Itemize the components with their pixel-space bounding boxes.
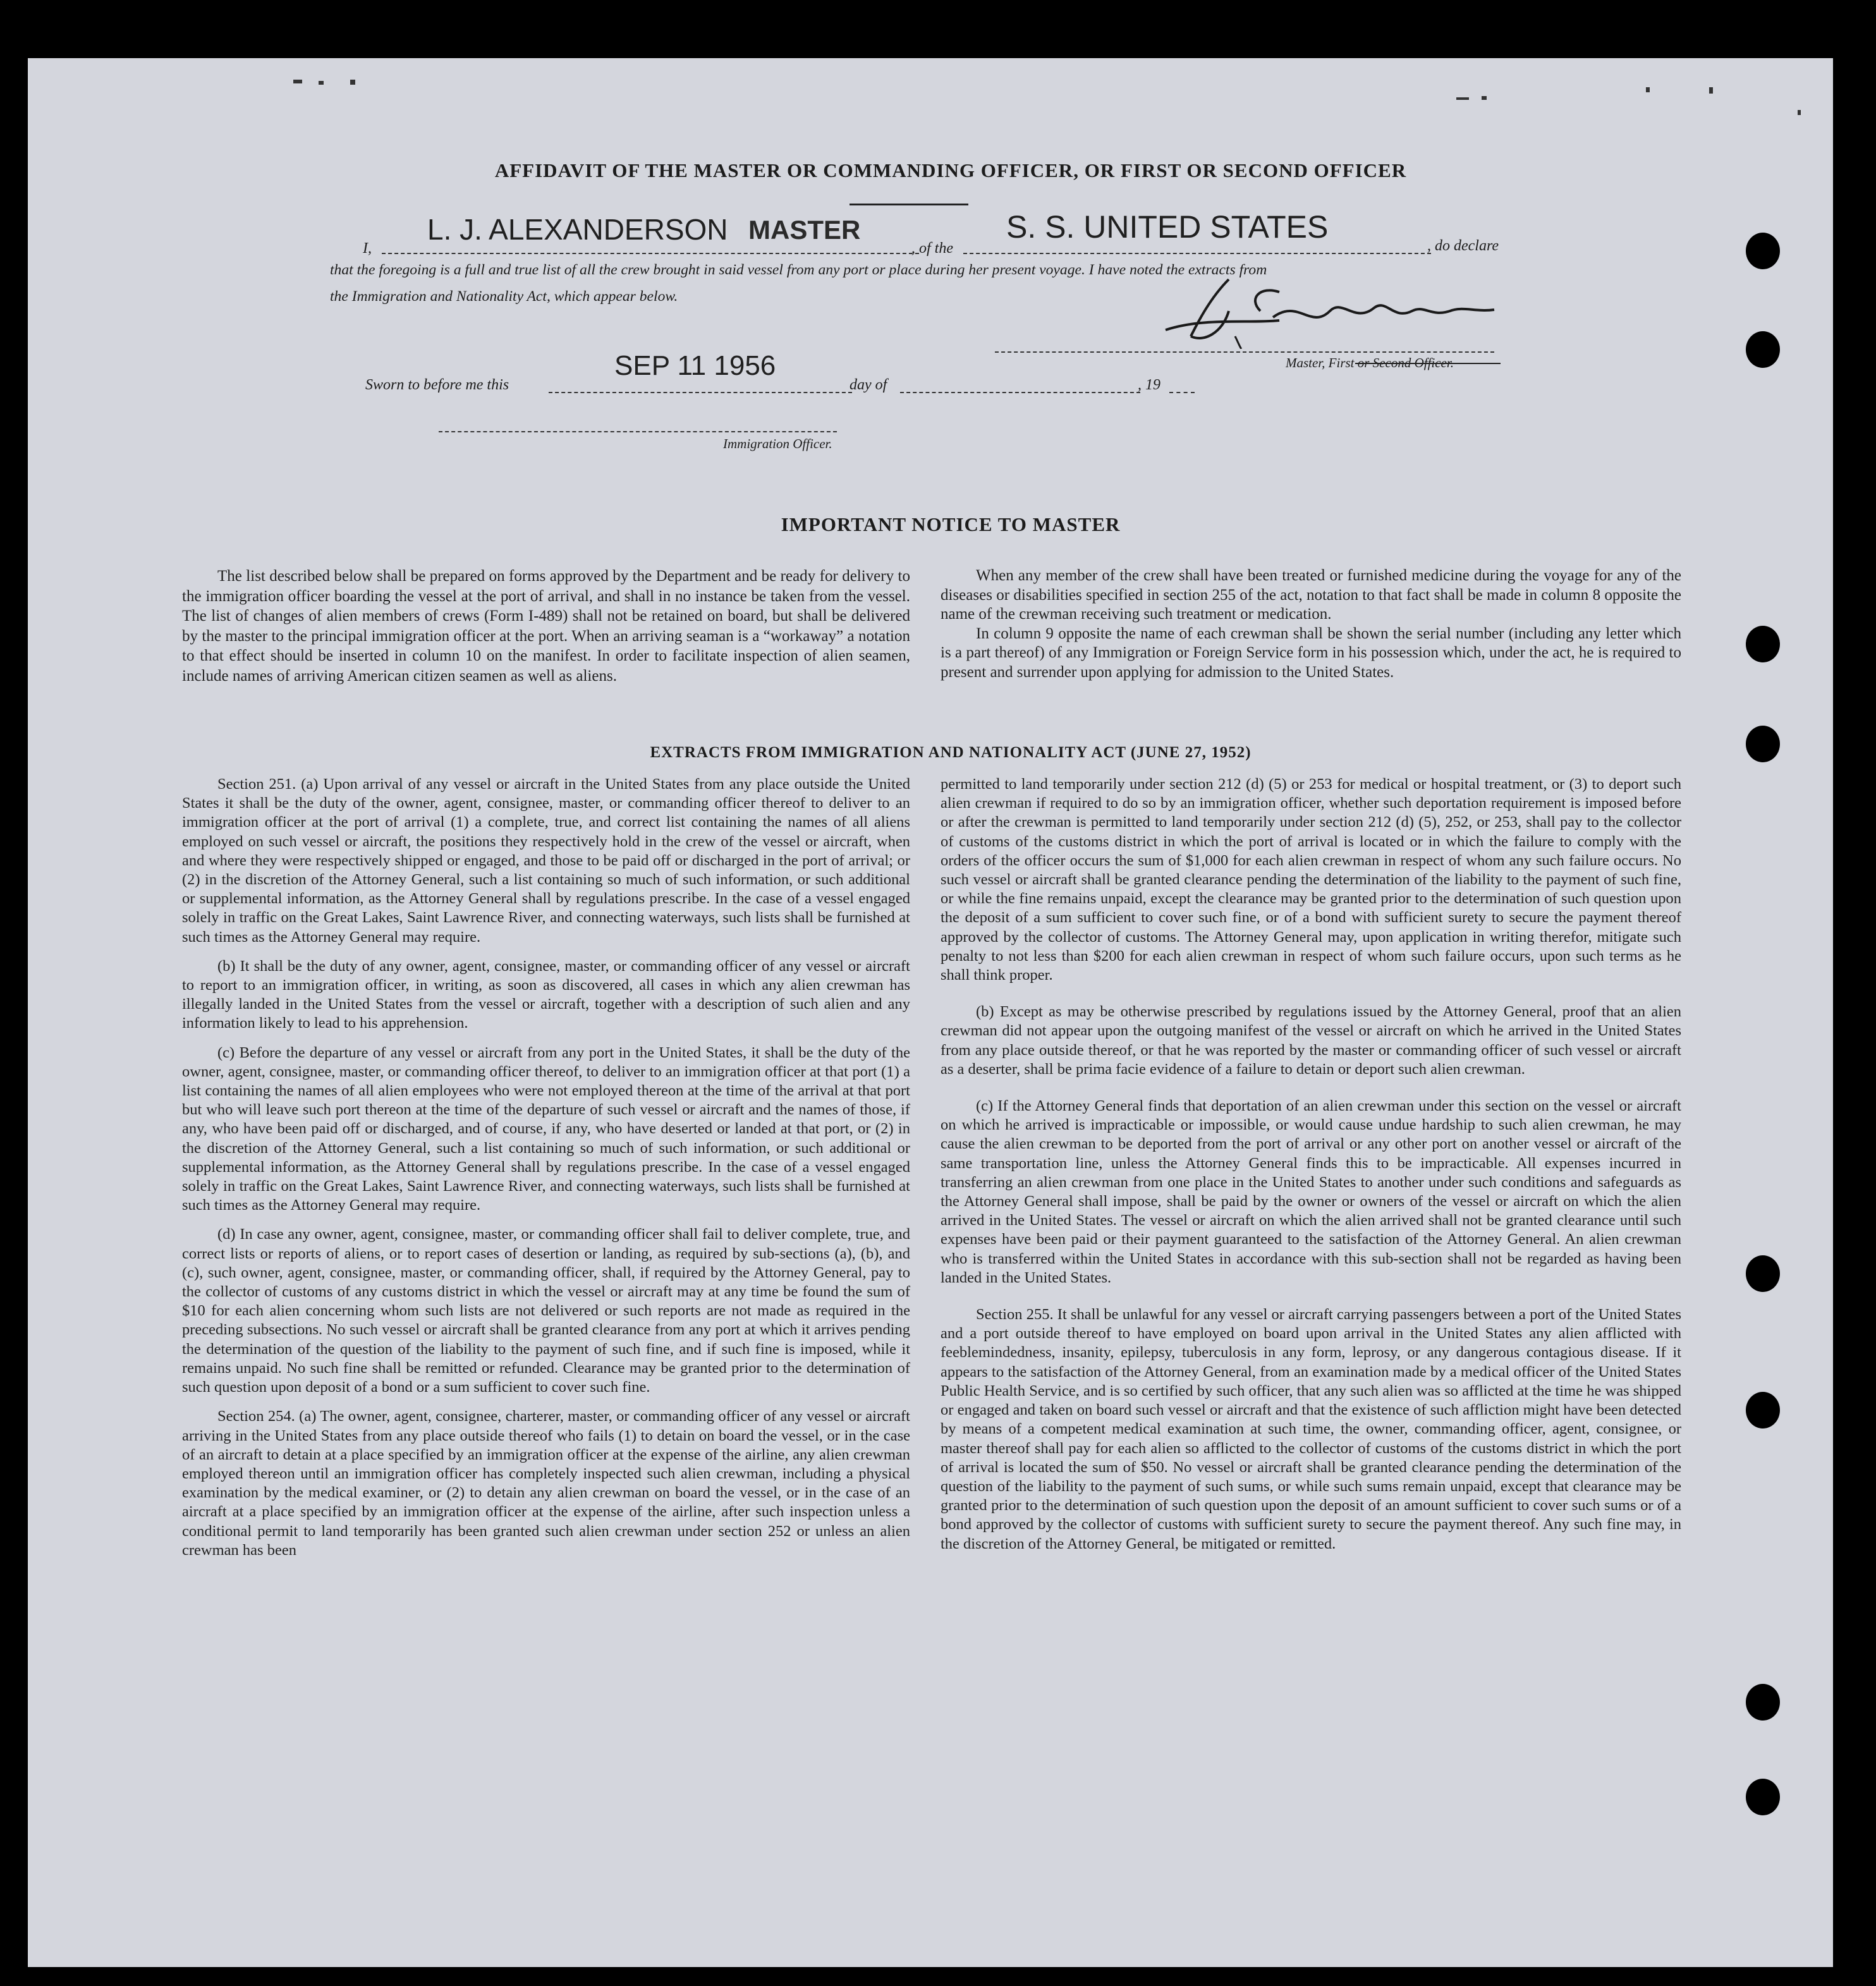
binder-hole [1746,626,1780,662]
strike-through [1355,363,1501,364]
signature-caption: Master, First or Second Officer. [1286,355,1454,370]
month-line [900,392,1140,393]
binder-hole [1746,1255,1780,1292]
notice-left-column [182,566,910,696]
binder-hole [1746,1392,1780,1429]
extracts-left-column [182,775,910,1570]
section-255: Section 255. It shall be unlawful for any vessel or aircraft carrying passengers between a port of the United States and a port outside thereof to have employed on board upon arrival in the United States any alien afflicted with feeblemindedness, insanity, epilepsy, tuberculosis in any form, leprosy, or any dangerous contagious disease. If it appears to the satisfaction of the Attorney General, from an examination made by a medical officer of the United States Public Health Service, and is so certified by such officer, that any such alien was so afflicted at the time he was shipped or engaged and taken on board such vessel or aircraft and that the existence of such affliction might have been detected by means of a competent medical examination at such time, the owner, commanding officer, agent, consignee, or master thereof shall pay for each alien so afflicted to the collector of customs of the customs district in which the port of arrival is located the sum of $50. No vessel or aircraft shall be granted clearance pending the determination of the question of the liability to the payment of such sums, or while such sums remain unpaid, except that clearance may be granted prior to the determination of such question upon the deposit of an amount sufficient to cover such sums or of a bond approved by the collector of customs with sufficient surety to secure the payment thereof. Any such fine may, in the discretion of the Attorney General, be mitigated or remitted. [941,1306,1681,1552]
notice-title: IMPORTANT NOTICE TO MASTER [781,513,1121,535]
vessel-name: S. S. UNITED STATES [1006,209,1329,245]
declaration-line-3: the Immigration and Nationality Act, which appear below. [330,288,678,305]
sworn-date-stamp: SEP 11 1956 [614,350,776,381]
binder-hole [1746,726,1780,762]
scan-speck [1482,96,1487,100]
year-line [1169,392,1195,393]
declaration-line-2: that the foregoing is a full and true list of all the crew brought in said vessel from any port or place during her present voyage. I have noted the extracts from [330,262,1267,278]
binder-hole [1746,331,1780,368]
document-page [28,58,1833,1967]
section-251-c: (c) Before the departure of any vessel or aircraft from any port in the United States, it shall be the duty of the owner, agent, consignee, master, or commanding officer thereof, to deliver to an immigration officer at that port (1) a list containing the names of all alien employees who were not employed thereon at the time of the arrival at that port but who will leave such port thereon at the time of the departure of such vessel or aircraft and the names of those, if any, who have been paid off or discharged, and of course, if any, who have deserted or landed at that port, or (2) in the discretion of the Attorney General, such a list containing so much of such information, or such additional or supplemental information, as the Attorney General shall by regulations prescribe. In the case of a vessel engaged solely in traffic on the Great Lakes, Saint Lawrence River, and connecting waterways, such lists shall be furnished at such times as the Attorney General may require. [182,1044,910,1214]
section-251-b: (b) It shall be the duty of any owner, agent, consignee, master, or commanding officer of any vessel or aircraft to report to an immigration officer, in writing, as soon as discovered, all cases in which any alien crewman has illegally landed in the United States from the vessel or aircraft, together with a description of such alien and any information likely to lead to his apprehension. [182,957,910,1032]
sworn-prefix: Sworn to before me this [365,377,509,393]
scan-speck [350,80,355,85]
affidavit-prefix: I, [363,240,372,257]
title-rule [850,204,968,205]
scan-speck [1709,87,1713,94]
scan-speck [319,81,324,85]
notice-left-paragraph: The list described below shall be prepared on forms approved by the Department and be ready for delivery to the immigration officer boarding the vessel at the port of arrival, and shall in no instance be taken from the vessel. The list of changes of alien members of crews (Form I-489) shall not be retained on board, but shall be delivered by the master to the principal immigration officer at the port. When an arriving seaman is a “workaway” a notation to that effect should be inserted in column 10 on the manifest. In order to facilitate inspection of alien seamen, include names of arriving American citizen seamen as well as aliens. [182,568,910,685]
scan-speck [1456,97,1469,100]
sworn-day-line [549,392,852,393]
of-the-label: , of the [911,240,953,257]
notice-right-column [941,566,1681,692]
master-signature [1153,273,1507,349]
master-name: L. J. ALEXANDERSON [427,213,728,246]
section-251-a: Section 251. (a) Upon arrival of any vessel or aircraft in the United States from any place outside the United States it shall be the duty of the owner, agent, consignee, master, or commanding officer thereof to deliver to an immigration officer at the port of arrival (1) a complete, true, and correct list containing the names of all aliens employed on such vessel or aircraft, the positions they respectively hold in the crew of the vessel or aircraft, when and where they were respectively shipped or engaged, and those to be paid off or discharged in the port of arrival; or (2) in the discretion of the Attorney General, such a list containing so much of such information, or such additional or supplemental information, as the Attorney General shall by regulations prescribe. In the case of a vessel engaged solely in traffic on the Great Lakes, Saint Lawrence River, and connecting waterways, such lists shall be furnished at such times as the Attorney General may require. [182,776,910,946]
binder-hole [1746,233,1780,269]
extracts-title: EXTRACTS FROM IMMIGRATION AND NATIONALITY ACT (JUNE 27, 1952) [650,744,1252,761]
section-254-a: Section 254. (a) The owner, agent, consignee, charterer, master, or commanding officer of any vessel or aircraft arriving in the United States from any place outside thereof who fails (1) to detain on board the vessel, or in the case of an aircraft to detain at a place specified by an immigration officer at the expense of the airline, any alien crewman employed thereon until an immigration officer has completely inspected such alien crewman, including a physical examination by the medical examiner, or (2) to detain any alien crewman on board the vessel, or in the case of an aircraft at a place specified by an immigration officer at the expense of the airline, after such inspection unless a conditional permit to land temporarily has been granted such alien crewman under section 252 or unless an alien crewman has been [182,1408,910,1559]
section-254-b: (b) Except as may be otherwise prescribed by regulations issued by the Attorney General, proof that an alien crewman did not appear upon the outgoing manifest of the vessel or aircraft on which he arrived in the United States from any place outside thereof, or that he was reported by the master or commanding officer of such vessel or aircraft as a deserter, shall be prima facie evidence of a failure to detain or deport such alien crewman. [941,1003,1681,1078]
scan-speck [1798,110,1801,115]
immigration-officer-caption: Immigration Officer. [723,436,832,451]
vessel-line [963,253,1431,254]
section-254-c: (c) If the Attorney General finds that deportation of an alien crewman under this section on the vessel or aircraft on which he arrived is impracticable or impossible, or would cause undue hardship to such alien crewman, he may cause the alien crewman to be deported from the port of arrival or any other port on another vessel or aircraft of the same transportation line, unless the Attorney General finds this to be impracticable. All expenses incurred in transferring an alien crewman from one place in the United States to another under such conditions and safeguards as the Attorney General shall impose, shall be paid by the owner or owners of the vessel or aircraft on which the alien arrived in the United States. The vessel or aircraft on which the alien arrived shall not be granted clearance until such expenses have been paid or their payment guaranteed to the satisfaction of the Attorney General. An alien crewman who is transferred within the United States in accordance with this sub-section shall not be regarded as having been landed in the United States. [941,1097,1681,1286]
do-declare-label: , do declare [1427,238,1499,254]
extracts-right-column [941,775,1681,1564]
binder-hole [1746,1779,1780,1815]
scan-speck [293,80,302,83]
immigration-officer-line [439,431,837,432]
section-251-d: (d) In case any owner, agent, consignee, master, or commanding officer shall fail to deliver complete, true, and correct lists or reports of aliens, or to report cases of desertion or landing, as required by sub-sections (a), (b), and (c), such owner, agent, consignee, master, or commanding officer, shall, if required by the Attorney General, pay to the collector of customs of any customs district in which the vessel or aircraft may at any time be found the sum of $10 for each alien concerning whom such lists are not delivered or such reports are not made as required in the preceding subsections. No such vessel or aircraft shall be granted clearance from any port at which it arrives pending the determination of the question of the liability to the payment of such fine, and if such fine is imposed, while it remains unpaid. No such fine shall be remitted or refunded. Clearance may be granted prior to the determination of such question upon deposit of a bond or a sum sufficient to cover such fine. [182,1226,910,1396]
affidavit-title: AFFIDAVIT OF THE MASTER OR COMMANDING OFFICER, OR FIRST OR SECOND OFFICER [494,159,1407,181]
year-prefix: , 19 [1138,377,1160,393]
day-of-label: day of [850,377,887,393]
master-rank: MASTER [748,215,861,245]
notice-right-paragraph-1: When any member of the crew shall have been treated or furnished medicine during the voyage for any of the diseases or disabilities specified in section 255 of the act, notation to that fact shall be made in column 8 opposite the name of the crewman receiving such treatment or medication. [941,567,1681,623]
signature-line [995,351,1494,353]
scan-speck [1646,87,1650,92]
binder-hole [1746,1684,1780,1721]
notice-right-paragraph-2: In column 9 opposite the name of each crewman shall be shown the serial number (including any letter which is a part thereof) of any Immigration or Foreign Service form in his possession which, under the act, he is required to present and surrender upon applying for admission to the United States. [941,624,1681,681]
name-line [382,253,919,254]
section-254-a-continued: permitted to land temporarily under section 212 (d) (5) or 253 for medical or hospital treatment, or (3) to deport such alien crewman if required to do so by an immigration officer, whether such deportation requirement is imposed before or after the crewman is permitted to land temporarily under section 212 (d) (5), 252, or 253, shall pay to the collector of customs of the customs district in which the port of arrival is located or in which the failure to comply with the orders of the officer occurs the sum of $1,000 for each alien crewman in respect of whom any such failure occurs. No such vessel or aircraft shall be granted clearance pending the determination of the liability to the payment of such fine, or while the fine remains unpaid, except the clearance may be granted prior to the determination of such question upon the deposit of a sum sufficient to cover such fine, or of a bond with sufficient surety to secure the payment thereof approved by the collector of customs. The Attorney General may, upon application in writing therefor, mitigate such penalty to not less than $200 for each alien crewman in respect of whom such failure occurs, upon such terms as he shall think proper. [941,776,1681,984]
